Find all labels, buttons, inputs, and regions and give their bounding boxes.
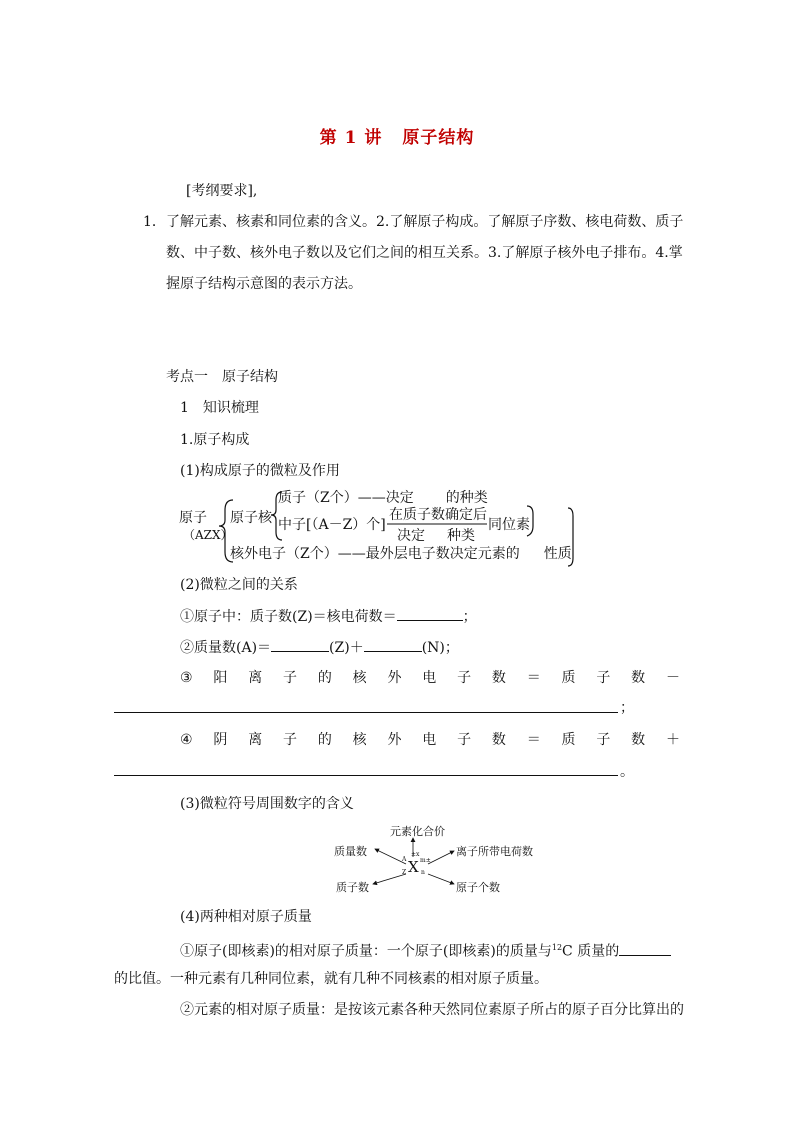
- spread-char: 离: [248, 732, 263, 748]
- spread-char: 离: [248, 670, 263, 686]
- spread-char: 数: [631, 670, 646, 686]
- label-proton-number: 质子数: [336, 881, 369, 894]
- spread-char: 阳: [213, 670, 228, 686]
- atom-label: 原子: [179, 510, 207, 526]
- spread-char: ③: [180, 670, 193, 686]
- spread-char: 的: [317, 732, 332, 748]
- relation-4-end: 。: [620, 764, 634, 780]
- label-atom-count: 原子个数: [456, 881, 500, 894]
- electron-line: 核外电子（Z个）——最外层电子数决定元素的 性质: [230, 546, 572, 562]
- section-heading: 考点一 原子结构: [166, 369, 278, 385]
- spread-char: 核: [352, 732, 367, 748]
- symbol-proton-sub: Z: [402, 869, 407, 876]
- spread-char: ④: [180, 732, 193, 748]
- blank-one-twelfth: [619, 941, 671, 956]
- spread-char: 外: [387, 670, 402, 686]
- requirements-line-2: 数、中子数、核外电子数以及它们之间的相互关系。3.了解原子核外电子排布。4.掌: [166, 245, 683, 261]
- label-valence: 元素化合价: [390, 825, 445, 838]
- relative-mass-p1-line1: ①原子(即核素)的相对原子质量：一个原子(即核素)的质量与$^{12}$C 质量的: [180, 938, 671, 962]
- proton-line: 质子（Z个）——决定 的种类: [278, 490, 488, 506]
- requirements-heading: [考纲要求],: [186, 183, 258, 199]
- relation-3-blank: [114, 712, 618, 713]
- fraction-bottom-left: 决定: [397, 528, 425, 544]
- spread-char: 子: [457, 732, 472, 748]
- spread-char: 质: [561, 732, 576, 748]
- neutron-tail: 同位素: [488, 517, 530, 533]
- label-ion-charge: 离子所带电荷数: [456, 845, 533, 858]
- fraction-top: 在质子数确定后: [389, 507, 487, 523]
- relation-4: [180, 730, 680, 750]
- atom-symbol: （AZX）: [183, 528, 233, 542]
- blank-neutron-count: [364, 637, 422, 652]
- spread-char: －: [665, 670, 680, 686]
- c12-superscript: 12: [551, 943, 563, 952]
- symbol-valence-sup: ±x: [411, 851, 420, 858]
- item-particles: (1)构成原子的微粒及作用: [180, 463, 340, 479]
- arrow-ion-charge: [428, 851, 454, 864]
- spread-char: ＋: [665, 732, 680, 748]
- spread-char: 数: [491, 670, 506, 686]
- symbol-count-sub: n: [421, 869, 425, 876]
- relative-mass-p2-line1: ②元素的相对原子质量：是按该元素各种天然同位素原子所占的原子百分比算出的: [180, 1002, 684, 1018]
- spread-char: 数: [491, 732, 506, 748]
- symbol-charge-sup: m±: [420, 857, 431, 864]
- label-mass-number: 质量数: [334, 845, 367, 858]
- title-prefix: 第 1 讲: [319, 128, 383, 148]
- blank-nuclear-charge: [397, 606, 463, 621]
- item-atomic-structure: 1.原子构成: [180, 432, 250, 448]
- spread-char: 核: [352, 670, 367, 686]
- requirements-line-3: 握原子结构示意图的表示方法。: [166, 276, 362, 292]
- symbol-meaning-heading: (3)微粒符号周围数字的含义: [180, 796, 354, 812]
- blank-proton-count: [271, 637, 329, 652]
- spread-char: 外: [387, 732, 402, 748]
- title-main: 原子结构: [402, 128, 475, 148]
- requirements-number: 1．: [143, 214, 166, 230]
- relative-mass-heading: (4)两种相对原子质量: [180, 909, 312, 925]
- spread-char: 电: [422, 670, 437, 686]
- spread-char: 质: [561, 670, 576, 686]
- spread-char: 子: [457, 670, 472, 686]
- spread-char: 子: [283, 732, 297, 748]
- relations-heading: (2)微粒之间的关系: [180, 577, 298, 593]
- requirements-line-1: 了解元素、核素和同位素的含义。2.了解原子构成。了解原子序数、核电荷数、质子: [166, 214, 684, 230]
- spread-char: ＝: [526, 732, 541, 748]
- relation-1: ①原子中：质子数(Z)＝核电荷数＝ ；: [180, 606, 477, 627]
- spread-char: 阴: [213, 732, 228, 748]
- neutron-label: 中子[（A－Z）个]: [278, 517, 386, 533]
- spread-char: 的: [317, 670, 332, 686]
- relation-3: [180, 668, 680, 688]
- nucleus-label: 原子核: [230, 510, 272, 526]
- section-subheading: 1 知识梳理: [180, 400, 259, 416]
- element-symbol: X: [408, 858, 419, 876]
- symbol-mass-sup: A: [402, 856, 407, 863]
- spread-char: 子: [596, 670, 611, 686]
- spread-char: 电: [422, 732, 437, 748]
- relation-3-end: ；: [620, 700, 634, 716]
- arrow-atom-count: [428, 874, 454, 884]
- symbol-meaning-diagram: [330, 820, 540, 896]
- atom-composition-diagram: [175, 486, 595, 568]
- spread-char: ＝: [526, 670, 541, 686]
- spread-char: 子: [596, 732, 611, 748]
- relative-mass-p1-line2: 的比值。一种元素有几种同位素，就有几种不同核素的相对原子质量。: [114, 971, 548, 987]
- fraction-bottom-right: 种类: [447, 528, 475, 544]
- relation-2: ②质量数(A)＝ (Z)＋ (N)；: [180, 637, 459, 658]
- spread-char: 子: [283, 670, 297, 686]
- relation-4-blank: [114, 775, 618, 776]
- page-title: [0, 123, 794, 148]
- spread-char: 数: [631, 732, 646, 748]
